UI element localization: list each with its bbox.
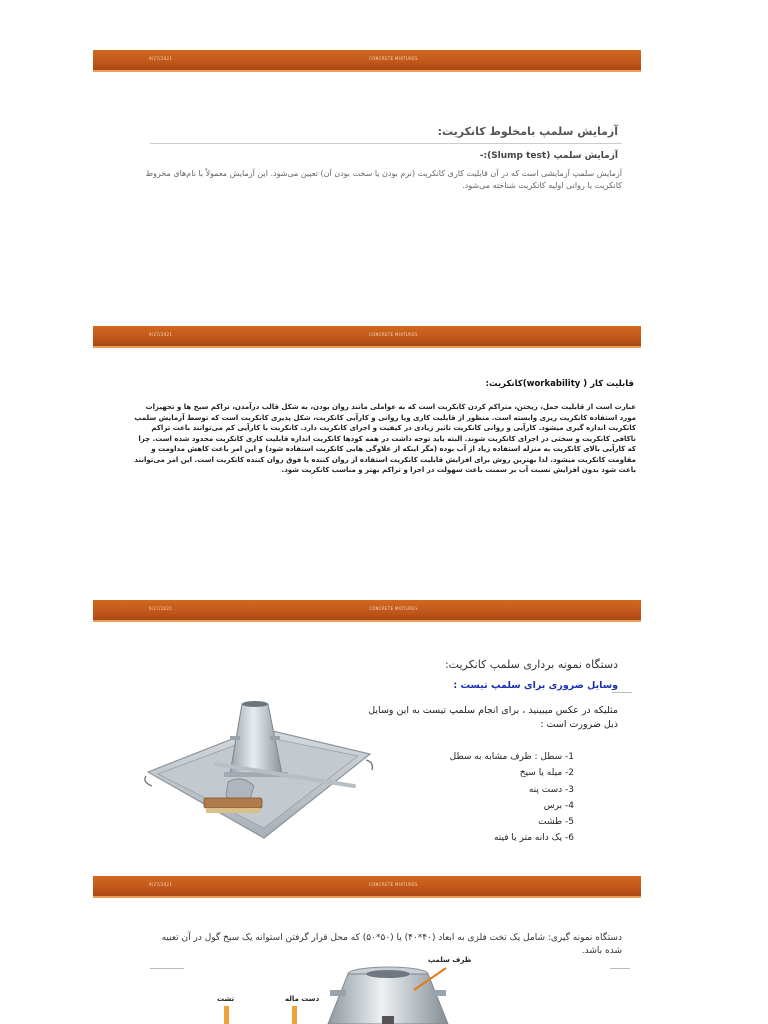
equipment-list (450, 749, 574, 847)
slide-course: CONCRETE MIXTURES (369, 56, 418, 61)
slide-date: 9/27/2021 (149, 606, 173, 611)
slump-equipment-image (144, 694, 376, 844)
slide-date: 9/27/2021 (149, 882, 173, 887)
slide-course: CONCRETE MIXTURES (369, 332, 418, 337)
divider (610, 968, 630, 969)
list-item: 3- دست پنه (528, 784, 574, 795)
slide3-subtitle: وسایل ضروری برای سلمپ تیست : (453, 680, 618, 691)
slide1-title: آزمایش سلمپ بامخلوط کانکریت: (437, 125, 618, 138)
slide-header-band (93, 600, 641, 622)
slide2-title: قابلیت کار ( workability)کانکریت: (485, 379, 634, 389)
list-item: 2- میله یا سیخ (519, 768, 574, 779)
divider (150, 968, 184, 969)
slide-header-band (93, 50, 641, 72)
cone-label: ظرف سلمپ (428, 956, 472, 964)
sampling-device-image (210, 960, 480, 1024)
list-item: 1- سطل : ظرف مشابه به سطل (449, 752, 574, 762)
list-item: 6- یک دانه متر یا فیته (494, 833, 574, 844)
slide2-body: عبارت است از قابلیت حمل، ریختن، متراکم کردن کانکریت است که به عواملی مانند روان بودن، به شکل قالب درآمدن، تراکم سیخ ها و تجهیزات مورد استفاده کانکریت ریزی وابسته است. منظور از قابلیت کاری ویا روانی و کارآیی کانکریت، شکل پذیری کانکریت است که توسط آزمایش سلمپ کانکریت اندازه گیری میشود. کارآیی و روانی کانکریت تاثیر زیادی در کیفیت و اجرای کانکریت دارد. کانکریت با کارآیی کم می‌توانند باعث تراکم ناکافی کانکریت و سختی در اجرای کانکریت شوند. البته باید توجه داشت در همه کودها کانکریت اندازه قابلیت کاری کانکریت محدود شده است. چرا که کارآیی بالای کانکریت به منزله استفاده زیاد از آب بوده (مگر اینکه از علاوگی هایی کانکریت استفاده شود) و این امر باعث کاهش مداومت و مقاومت کانکریت میشود. لذا بهترین روش برای افزایش قابلیت کانکریت استفاده از روان کننده یا فوق روان کننده کانکریت است. این امر می‌توانند باعث شود بدون افزایش نسبت آب بر سمنت باعث سهولت در اجرا و تراکم بهتر و مناسب کانکریت شود. (134, 403, 636, 474)
slide-course: CONCRETE MIXTURES (369, 882, 418, 887)
slide-date: 9/27/2021 (149, 56, 173, 61)
slide-course: CONCRETE MIXTURES (369, 606, 418, 611)
slide-header-band (93, 876, 641, 898)
slide1-subtitle: آزمایش سلمپ (Slump test):- (479, 151, 618, 161)
slide-date: 9/27/2021 (149, 332, 173, 337)
list-item: 5- طشت (538, 817, 574, 828)
trowel-label: دست ماله (285, 995, 320, 1003)
list-item: 4- برس (543, 800, 574, 811)
slide4-body: دستگاه نمونه گیری: شامل یک تخت فلزی به ابعاد (۴۰*۴۰) یا (۵۰*۵۰) که محل قرار گرفتن استوانه یک سیخ گول در آن تعبیه شده باشد. (161, 933, 622, 956)
divider (612, 692, 632, 693)
slide-header-band (93, 326, 641, 348)
tray-label: تشت (217, 995, 235, 1003)
slide3-title: دستگاه نمونه برداری سلمپ کانکریت: (444, 658, 618, 671)
title-divider (150, 143, 622, 144)
slide3-intro: مثلیکه در عکس میبینید ، برای انجام سلمپ تیست به این وسایل ذیل ضرورت است : (368, 705, 618, 730)
slide1-body: آزمایش سلمپ آزمایشی است که در آن قابلیت کاری کانکریت (نرم بودن یا سخت بودن آن) تعیین می‌شود. این آزمایش معمولاً با نام‌های مخروط کانکریت یا روانی اولیه کانکریت شناخته می‌شود. (145, 169, 622, 190)
